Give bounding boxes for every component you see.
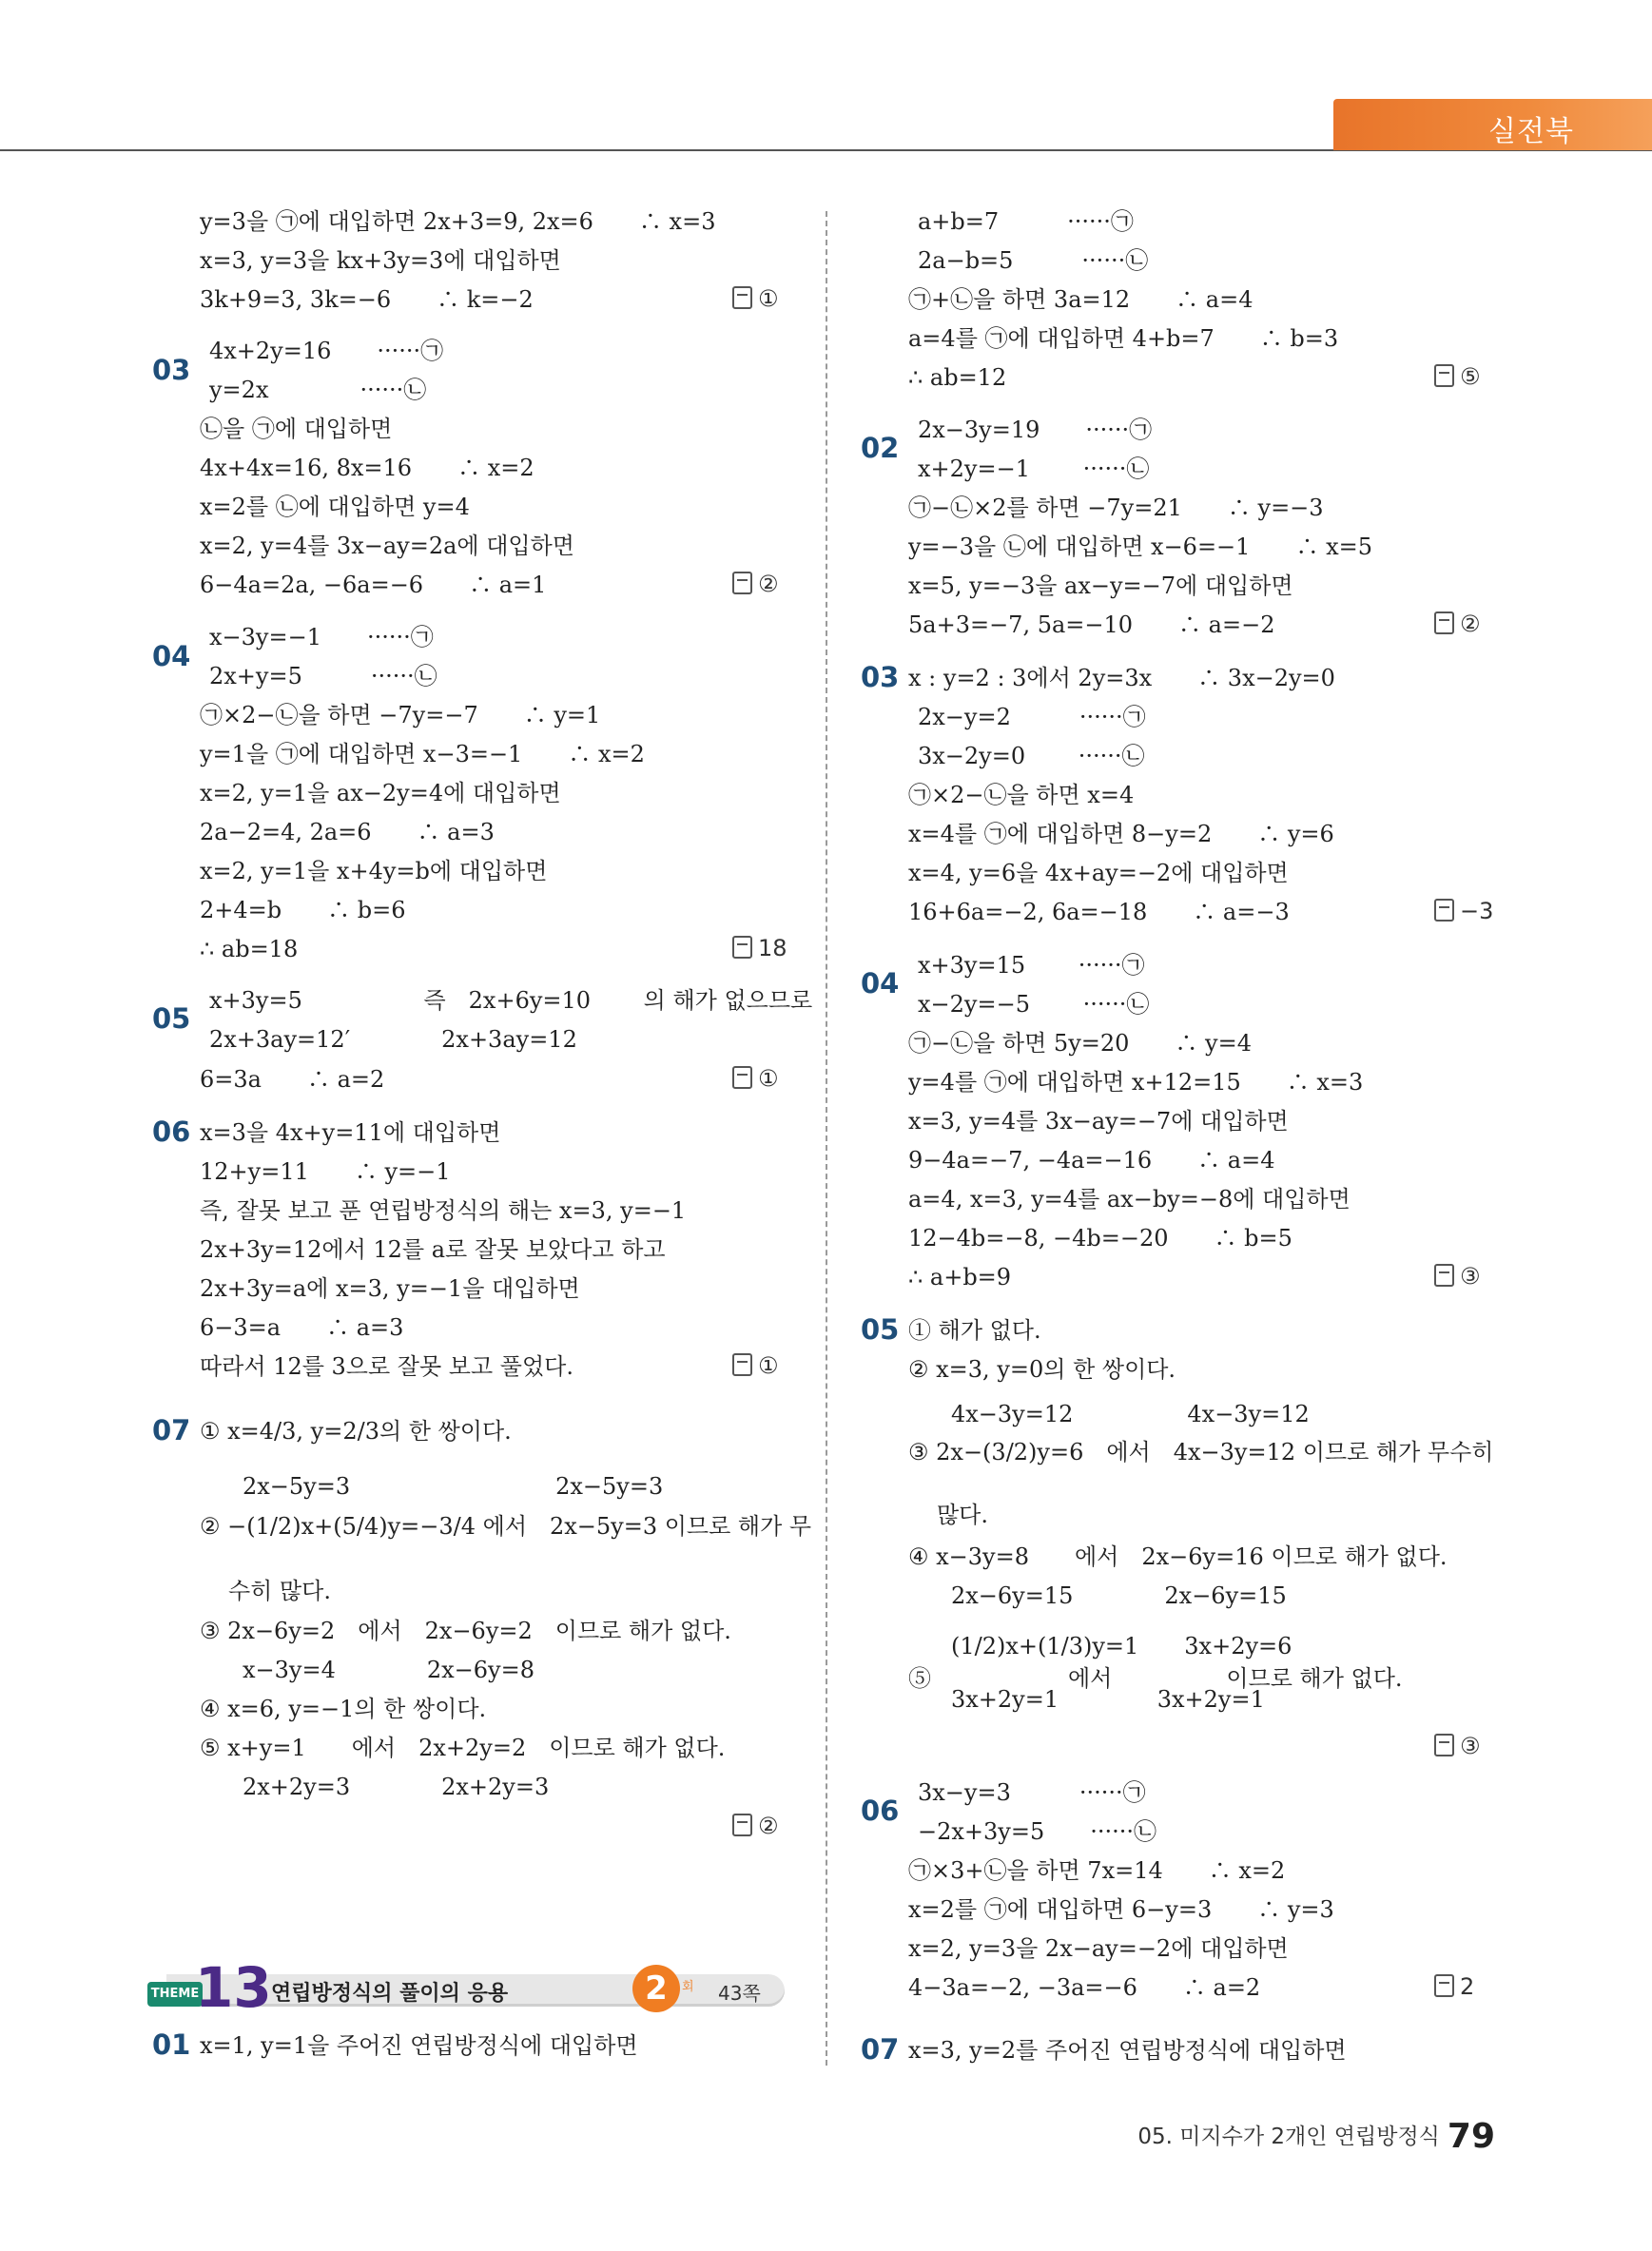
answer-label	[732, 571, 779, 597]
solution-line: a+b=7 ······㉠	[918, 208, 1134, 235]
answer-label	[1434, 363, 1481, 390]
solution-line: 2x−y=2 ······㉠	[918, 704, 1146, 730]
answer-label	[1434, 898, 1493, 924]
problem-number: 04	[152, 640, 191, 672]
solution-line: 2x+y=5 ······㉡	[209, 663, 437, 689]
solution-line: 2x+3y=12에서 12를 a로 잘못 보았다고 하고	[200, 1236, 666, 1263]
solution-line: 3x+2y=1 3x+2y=1	[951, 1686, 1265, 1713]
solution-line: 2a−2=4, 2a=6 ∴ a=3	[200, 819, 495, 845]
solution-line: x=2, y=3을 2x−ay=−2에 대입하면	[908, 1935, 1289, 1962]
problem-number: 01	[152, 2028, 191, 2061]
answer-label	[732, 1813, 779, 1839]
answer-icon	[732, 1814, 752, 1836]
solution-line: 2x−3y=19 ······㉠	[918, 417, 1153, 443]
answer-icon	[732, 1066, 752, 1089]
answer-value: ①	[758, 1352, 779, 1379]
answer-icon	[1434, 899, 1454, 922]
solution-line: ㉠×3+㉡을 하면 7x=14 ∴ x=2	[908, 1857, 1286, 1884]
answer-value: ②	[758, 571, 779, 597]
solution-line: x=2를 ㉠에 대입하면 6−y=3 ∴ y=3	[908, 1896, 1334, 1923]
problem-number: 06	[861, 1795, 900, 1827]
answer-icon	[1434, 1734, 1454, 1756]
answer-value: ②	[1460, 611, 1481, 637]
theme-title: 연립방정식의 풀이의 응용	[271, 1982, 509, 2006]
answer-icon	[1434, 364, 1454, 387]
theme-tag: THEME	[147, 1982, 203, 2007]
solution-line: ③ 2x−6y=2 에서 2x−6y=2 이므로 해가 없다.	[200, 1618, 731, 1644]
solution-line: 2+4=b ∴ b=6	[200, 897, 406, 923]
solution-line: 2x−6y=15 2x−6y=15	[951, 1582, 1287, 1609]
answer-value: 18	[758, 935, 787, 961]
solution-line: x=3, y=4를 3x−ay=−7에 대입하면	[908, 1108, 1289, 1135]
solution-line: ④ x−3y=8 에서 2x−6y=16 이므로 해가 없다.	[908, 1543, 1448, 1570]
header-tab	[1333, 99, 1652, 150]
solution-line: 4x−3y=12 4x−3y=12	[951, 1401, 1310, 1427]
solution-line: ㉠×2−㉡을 하면 −7y=−7 ∴ y=1	[200, 702, 601, 728]
problem-number: 05	[152, 1002, 191, 1035]
solution-line: x : y=2 : 3에서 2y=3x ∴ 3x−2y=0	[908, 665, 1335, 691]
answer-label	[732, 285, 779, 312]
solution-line: 3x−y=3 ······㉠	[918, 1779, 1146, 1806]
solution-line: 16+6a=−2, 6a=−18 ∴ a=−3	[908, 899, 1290, 925]
solution-line: x+2y=−1 ······㉡	[918, 456, 1150, 482]
problem-number: 02	[861, 432, 900, 464]
solution-line: 많다.	[937, 1502, 988, 1528]
solution-line: −2x+3y=5 ······㉡	[918, 1818, 1157, 1845]
answer-icon	[1434, 1974, 1454, 1997]
answer-label	[1434, 1263, 1481, 1290]
header-tab-label: 실전북	[1488, 115, 1574, 148]
solution-line: ㉠−㉡×2를 하면 −7y=21 ∴ y=−3	[908, 495, 1324, 521]
solution-line: x+3y=5 즉 2x+6y=10 의 해가 없으므로	[209, 987, 813, 1014]
solution-line: ② −(1/2)x+(5/4)y=−3/4 에서 2x−5y=3 이므로 해가 무	[200, 1513, 812, 1540]
page-footer	[1137, 2117, 1495, 2156]
theme-banner	[147, 1955, 785, 2020]
problem-number: 03	[861, 661, 900, 693]
solution-line: 수히 많다.	[228, 1578, 331, 1604]
solution-line: y=3을 ㉠에 대입하면 2x+3=9, 2x=6 ∴ x=3	[200, 208, 716, 235]
footer-chapter: 05. 미지수가 2개인 연립방정식	[1137, 2125, 1440, 2149]
problem-number: 07	[861, 2033, 900, 2066]
solution-line: 5a+3=−7, 5a=−10 ∴ a=−2	[908, 611, 1275, 638]
column-divider	[826, 211, 827, 2066]
solution-line: y=1을 ㉠에 대입하면 x−3=−1 ∴ x=2	[200, 741, 645, 767]
solution-line: 2x+2y=3 2x+2y=3	[243, 1774, 550, 1800]
answer-value: −3	[1460, 898, 1494, 924]
answer-icon	[1434, 611, 1454, 634]
answer-label	[732, 1065, 779, 1092]
solution-line: x+3y=15 ······㉠	[918, 952, 1145, 979]
solution-line: 따라서 12를 3으로 잘못 보고 풀었다.	[200, 1353, 573, 1380]
theme-number: 13	[195, 1955, 272, 2020]
problem-number: 07	[152, 1414, 191, 1446]
solution-line: x−3y=−1 ······㉠	[209, 624, 434, 650]
solution-line: ㉠×2−㉡을 하면 x=4	[908, 782, 1135, 808]
solution-line: ∴ ab=18	[200, 936, 299, 962]
problem-number: 06	[152, 1116, 191, 1148]
answer-icon	[1434, 1264, 1454, 1287]
solution-line: 2a−b=5 ······㉡	[918, 247, 1149, 274]
answer-value: ①	[758, 285, 779, 312]
answer-value: ⑤	[1460, 363, 1481, 390]
answer-value: ②	[758, 1813, 779, 1839]
solution-line: ∴ ab=12	[908, 364, 1007, 391]
solution-line: 6−4a=2a, −6a=−6 ∴ a=1	[200, 572, 547, 598]
solution-line: 2x+3ay=12′ 2x+3ay=12	[209, 1026, 577, 1053]
solution-line: y=2x ······㉡	[209, 377, 427, 403]
solution-line: x=2, y=4를 3x−ay=2a에 대입하면	[200, 533, 574, 559]
solution-line: 2x−5y=3 2x−5y=3	[243, 1473, 664, 1500]
solution-line: 4x+2y=16 ······㉠	[209, 338, 444, 364]
solution-line: x=3, y=3을 kx+3y=3에 대입하면	[200, 247, 561, 274]
solution-line: ㉠−㉡을 하면 5y=20 ∴ y=4	[908, 1030, 1252, 1057]
problem-number: 03	[152, 354, 191, 386]
solution-line: 즉, 잘못 보고 푼 연립방정식의 해는 x=3, y=−1	[200, 1197, 687, 1224]
problem-number: 05	[861, 1313, 900, 1346]
answer-icon	[732, 286, 752, 309]
solution-line: x=1, y=1을 주어진 연립방정식에 대입하면	[200, 2032, 638, 2059]
solution-line: x−2y=−5 ······㉡	[918, 991, 1150, 1018]
answer-label	[732, 935, 787, 961]
solution-line: ② x=3, y=0의 한 쌍이다.	[908, 1356, 1176, 1383]
solution-line: x=3을 4x+y=11에 대입하면	[200, 1119, 501, 1146]
answer-value: ③	[1460, 1263, 1481, 1290]
solution-line: y=−3을 ㉡에 대입하면 x−6=−1 ∴ x=5	[908, 534, 1372, 560]
solution-line: ⑤ x+y=1 에서 2x+2y=2 이므로 해가 없다.	[200, 1735, 726, 1761]
answer-value: 2	[1460, 1973, 1475, 2000]
problem-number: 04	[861, 967, 900, 999]
solution-line: x=4, y=6을 4x+ay=−2에 대입하면	[908, 860, 1289, 886]
solution-line: x=2를 ㉡에 대입하면 y=4	[200, 494, 470, 520]
solution-line: 3k+9=3, 3k=−6 ∴ k=−2	[200, 286, 534, 313]
answer-label	[1434, 1973, 1474, 2000]
solution-line: 6=3a ∴ a=2	[200, 1066, 385, 1093]
solution-line: x=2, y=1을 ax−2y=4에 대입하면	[200, 780, 561, 806]
solution-line: y=4를 ㉠에 대입하면 x+12=15 ∴ x=3	[908, 1069, 1364, 1096]
page-ref: 43쪽	[718, 1982, 761, 2005]
solution-line: ① 해가 없다.	[908, 1317, 1041, 1344]
solution-line: x=3, y=2를 주어진 연립방정식에 대입하면	[908, 2037, 1347, 2064]
solution-line: x=4를 ㉠에 대입하면 8−y=2 ∴ y=6	[908, 821, 1334, 847]
solution-line: 12+y=11 ∴ y=−1	[200, 1158, 451, 1185]
answer-icon	[732, 572, 752, 594]
answer-icon	[732, 936, 752, 959]
solution-line: a=4, x=3, y=4를 ax−by=−8에 대입하면	[908, 1186, 1351, 1213]
solution-line: ① x=4/3, y=2/3의 한 쌍이다.	[200, 1418, 512, 1445]
solution-line: x=2, y=1을 x+4y=b에 대입하면	[200, 858, 548, 884]
solution-line: x=5, y=−3을 ax−y=−7에 대입하면	[908, 572, 1293, 599]
solution-line: (1/2)x+(1/3)y=1 3x+2y=6	[951, 1633, 1292, 1659]
solution-line: ㉠+㉡을 하면 3a=12 ∴ a=4	[908, 286, 1254, 313]
round-badge: 2	[632, 1965, 680, 2012]
round-suffix: 회	[682, 1980, 694, 1994]
solution-line: ⑤ 에서 이므로 해가 없다.	[908, 1665, 1403, 1692]
solution-line: 3x−2y=0 ······㉡	[918, 743, 1145, 769]
page-number: 79	[1447, 2117, 1495, 2156]
answer-label	[1434, 1733, 1481, 1759]
solution-line: 12−4b=−8, −4b=−20 ∴ b=5	[908, 1225, 1292, 1252]
solution-line: ∴ a+b=9	[908, 1264, 1012, 1290]
solution-line: 4x+4x=16, 8x=16 ∴ x=2	[200, 455, 534, 481]
answer-label	[732, 1352, 779, 1379]
solution-line: ③ 2x−(3/2)y=6 에서 4x−3y=12 이므로 해가 무수히	[908, 1439, 1494, 1465]
answer-value: ③	[1460, 1733, 1481, 1759]
solution-line: 2x+3y=a에 x=3, y=−1을 대입하면	[200, 1275, 580, 1302]
solution-line: 9−4a=−7, −4a=−16 ∴ a=4	[908, 1147, 1275, 1174]
solution-line: x−3y=4 2x−6y=8	[243, 1657, 534, 1683]
solution-line: ④ x=6, y=−1의 한 쌍이다.	[200, 1696, 487, 1722]
solution-line: 6−3=a ∴ a=3	[200, 1314, 404, 1341]
answer-label	[1434, 611, 1481, 637]
solution-line: ㉡을 ㉠에 대입하면	[200, 416, 393, 442]
solution-line: 4−3a=−2, −3a=−6 ∴ a=2	[908, 1974, 1261, 2001]
solution-line: a=4를 ㉠에 대입하면 4+b=7 ∴ b=3	[908, 325, 1339, 352]
answer-icon	[732, 1353, 752, 1376]
answer-value: ①	[758, 1065, 779, 1092]
